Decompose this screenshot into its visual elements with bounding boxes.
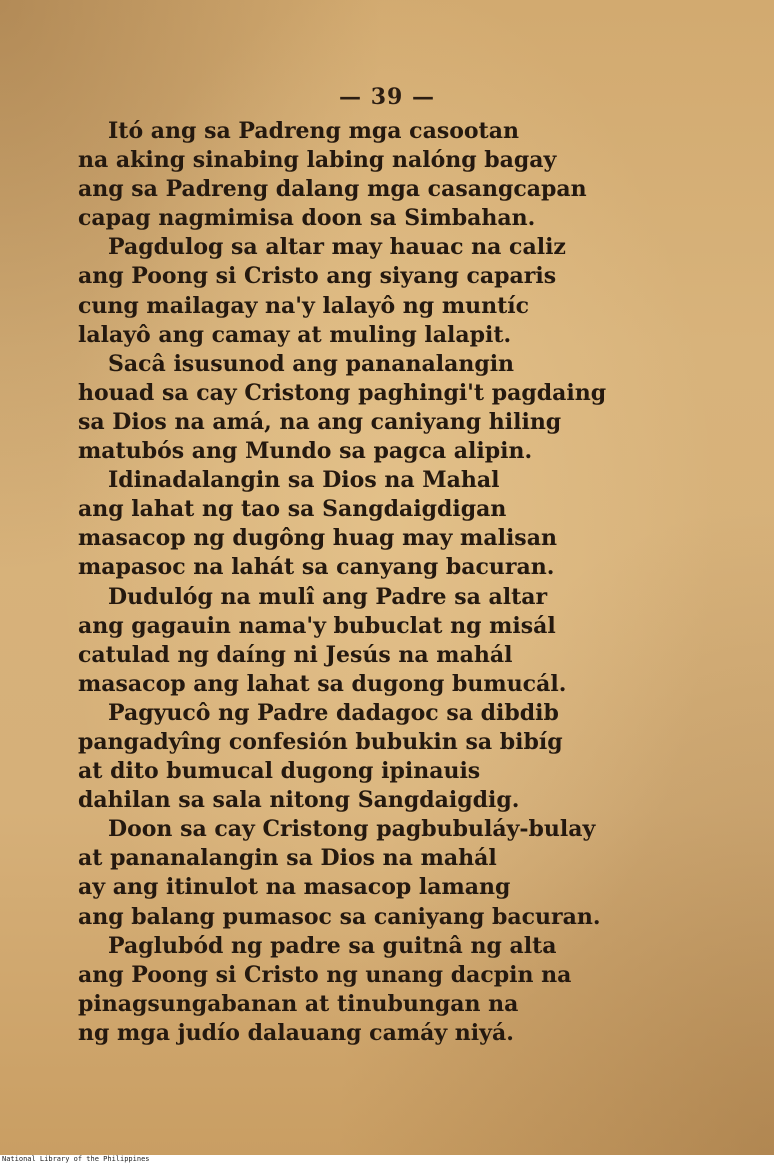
text-line: Pagyucô ng Padre dadagoc sa dibdib	[108, 699, 559, 726]
text-line: Idinadalangin sa Dios na Mahal	[108, 467, 500, 494]
text-line: masacop ng dugông huag may malisan	[78, 525, 557, 552]
text-line: cung mailagay na'y lalayô ng muntíc	[78, 292, 529, 319]
text-line: Dudulóg na mulî ang Padre sa altar	[108, 583, 548, 610]
text-line: ang gagauin nama'y bubuclat ng misál	[78, 612, 556, 639]
text-line: ang Poong si Cristo ng unang dacpin na	[78, 961, 572, 988]
text-line: ang balang pumasoc sa caniyang bacuran.	[78, 903, 601, 930]
text-line: ay ang itinulot na masacop lamang	[78, 874, 511, 901]
text-line: lalayô ang camay at muling lalapit.	[78, 321, 512, 348]
footer-credit: National Library of the Philippines	[2, 1155, 150, 1163]
text-line: ang Poong si Cristo ang siyang caparis	[78, 263, 557, 290]
page-number: — 39 —	[339, 84, 435, 110]
text-line: houad sa cay Cristong paghingi't pagdaing	[78, 379, 607, 406]
text-line: pinagsungabanan at tinubungan na	[78, 990, 519, 1017]
text-line: at pananalangin sa Dios na mahál	[78, 845, 497, 872]
text-line: at dito bumucal dugong ipinauis	[78, 758, 481, 785]
text-line: ng mga judío dalauang camáy niyá.	[78, 1019, 514, 1046]
text-line: mapasoc na lahát sa canyang bacuran.	[78, 554, 555, 581]
text-line: dahilan sa sala nitong Sangdaigdig.	[78, 787, 520, 814]
text-line: pangadyîng confesión bubukin sa bibíg	[78, 728, 563, 755]
text-line: catulad ng daíng ni Jesús na mahál	[78, 641, 513, 668]
text-line: matubós ang Mundo sa pagca alipin.	[78, 438, 533, 465]
text-line: Paglubód ng padre sa guitnâ ng alta	[108, 932, 557, 959]
text-line: Itó ang sa Padreng mga casootan	[108, 118, 519, 144]
text-line: masacop ang lahat sa dugong bumucál.	[78, 670, 567, 697]
text-line: na aking sinabing labing nalóng bagay	[78, 147, 557, 174]
poem-text	[78, 117, 658, 1048]
text-line: ang sa Padreng dalang mga casangcapan	[78, 176, 587, 203]
text-line: capag nagmimisa doon sa Simbahan.	[78, 205, 536, 232]
text-line: Sacâ isusunod ang pananalangin	[108, 350, 515, 377]
text-line: Pagdulog sa altar may hauac na caliz	[108, 234, 566, 261]
text-line: Doon sa cay Cristong pagbubuláy-bulay	[108, 816, 596, 843]
text-line: sa Dios na amá, na ang caniyang hiling	[78, 408, 562, 435]
text-line: ang lahat ng tao sa Sangdaigdigan	[78, 496, 507, 523]
